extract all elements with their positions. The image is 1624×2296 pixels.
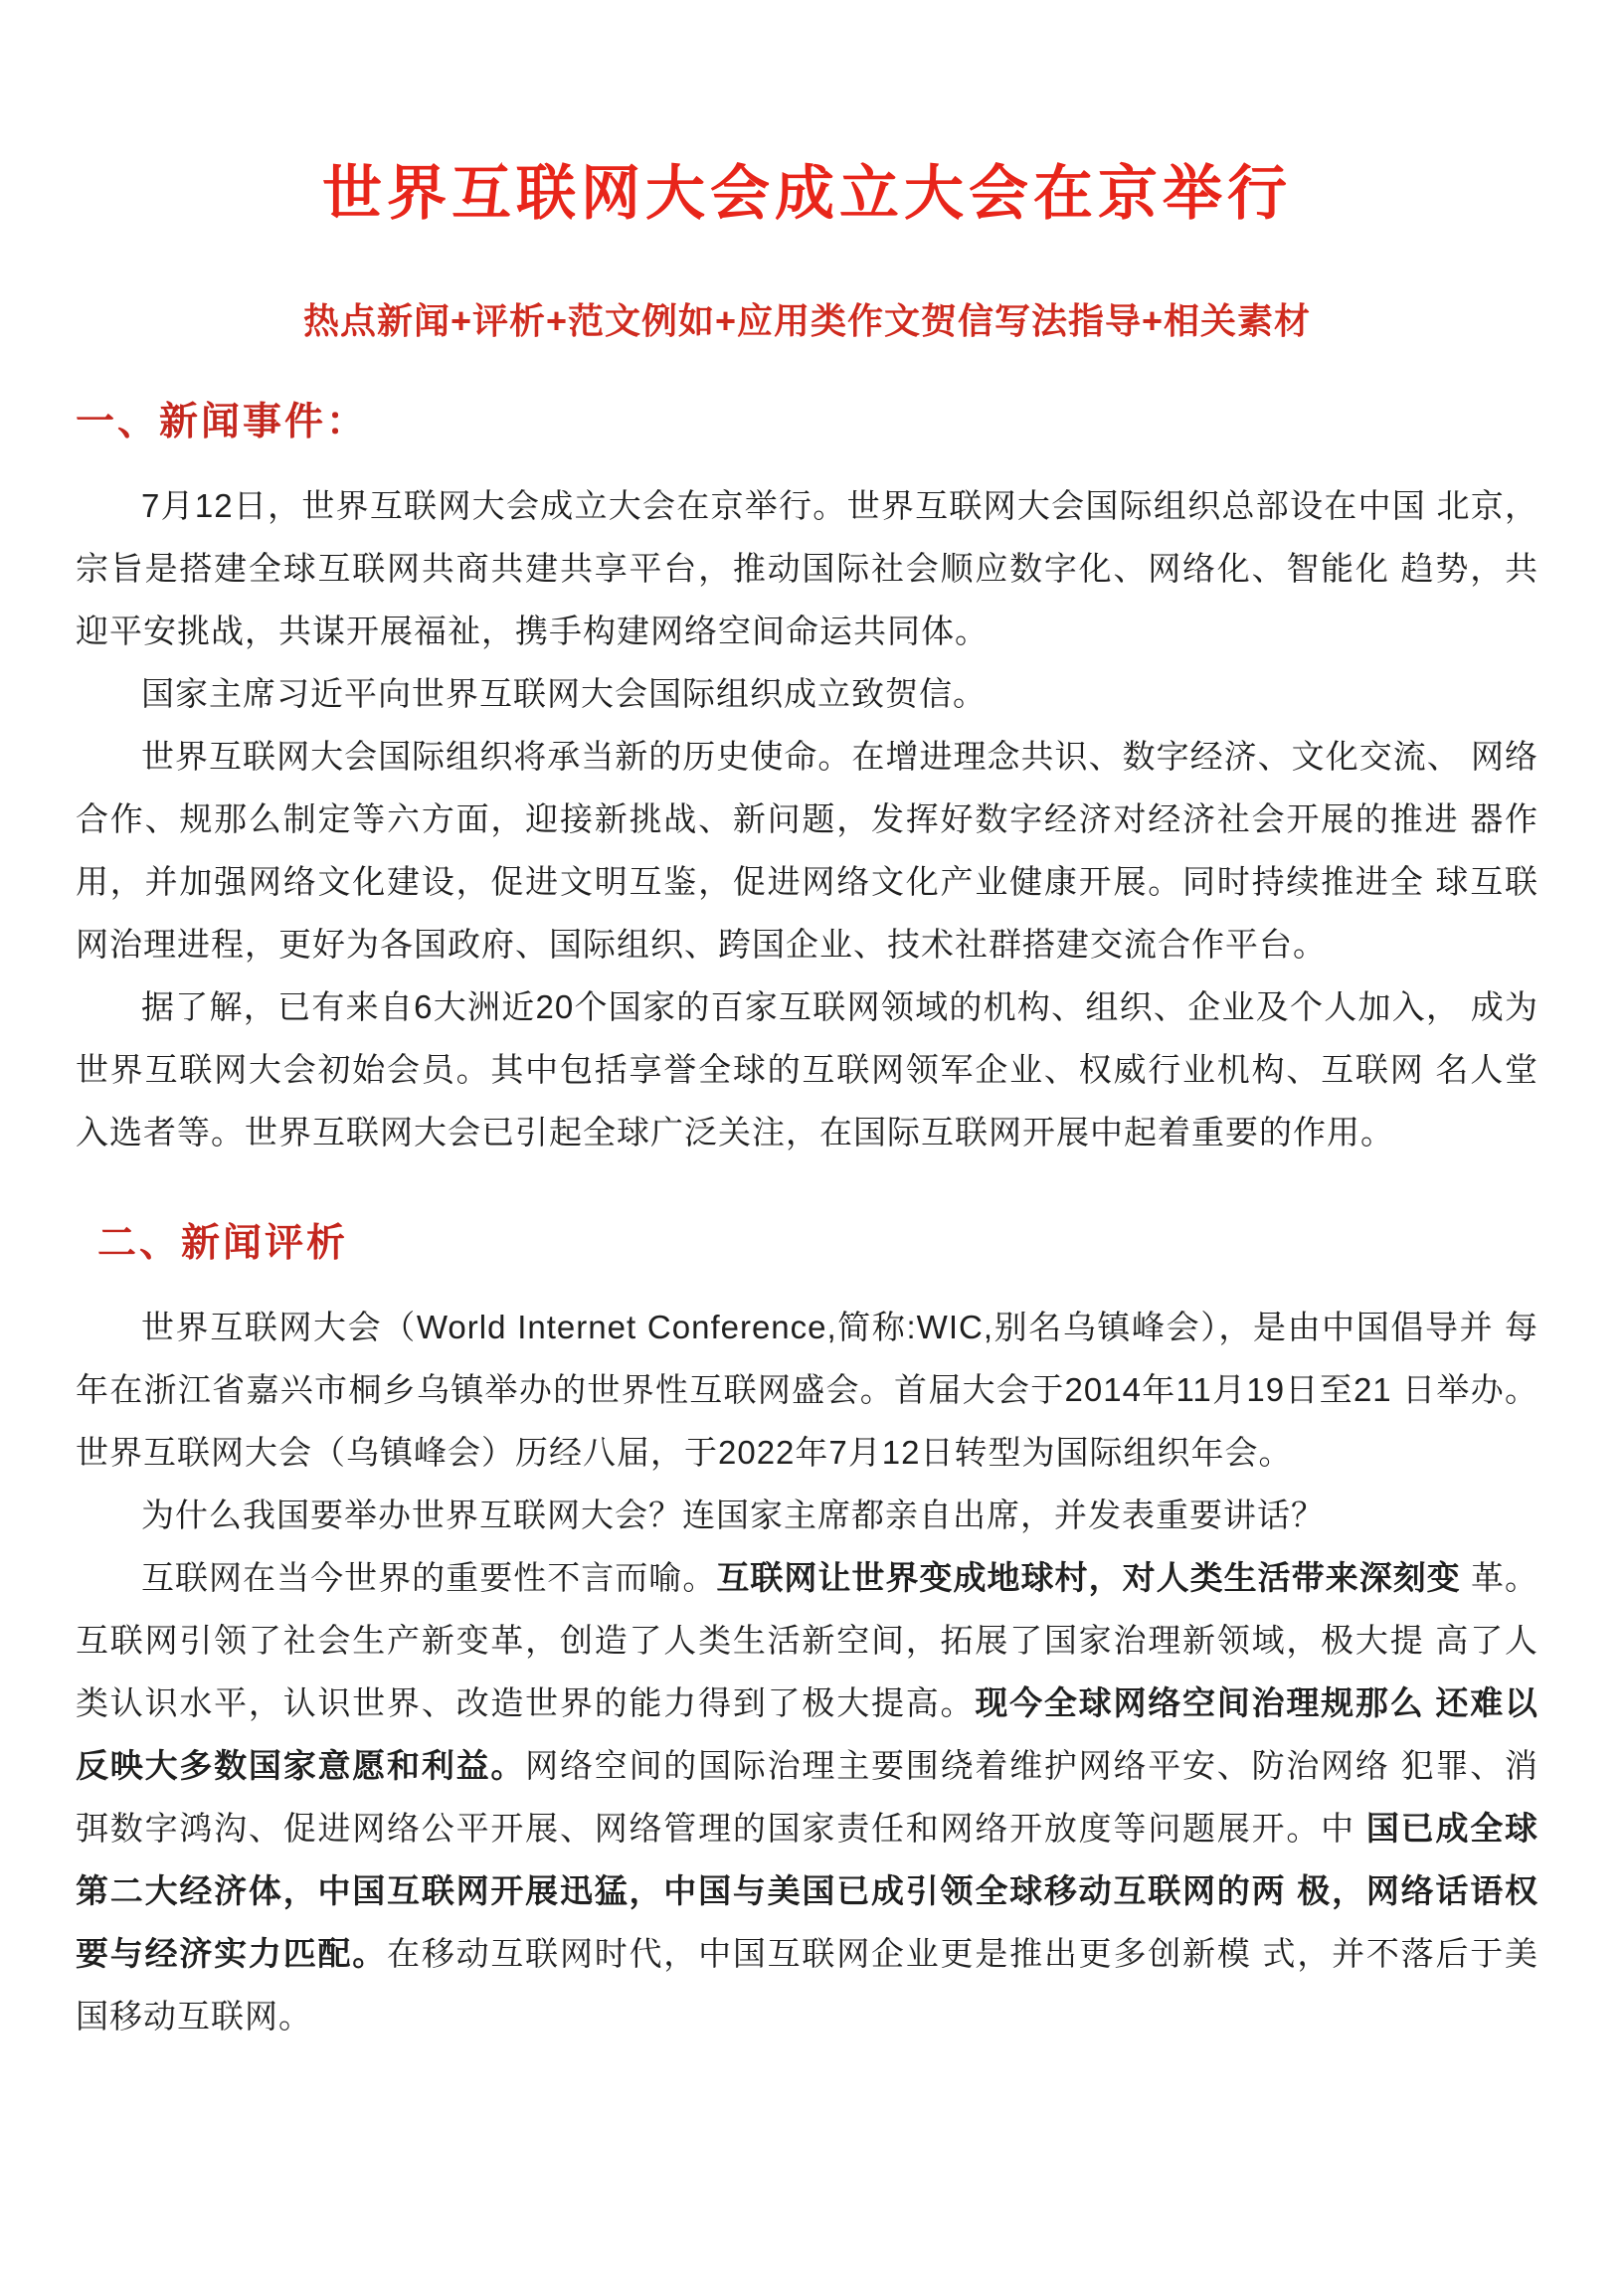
text-run: 互联网在当今世界的重要性不言而喻。 — [141, 1558, 717, 1596]
text-run: 世界互联网大会（World Internet Conference,简称:WIC,别名乌镇峰会），是由中国倡导并 每年在浙江省嘉兴市桐乡乌镇举办的世界性互联网盛会。首届大会于2014年11月19日至21 日举办。世界互联网大会（乌镇峰会）历经八届，于2022年7月12日转型为国际组织年会。 — [76, 1308, 1538, 1471]
text-run: 在移动互联网时代，中国互联网企业更是推出更多创新模 式，并不落后于美国移动互联网。 — [76, 1934, 1539, 2034]
bold-text-run: 现今全球网络空间治理规那么 还难以反映大多数国家意愿和利益。 — [76, 1683, 1539, 1784]
paragraph — [76, 474, 1538, 662]
paragraph — [76, 1296, 1538, 1484]
document-sections — [76, 398, 1538, 2046]
text-run: 据了解，已有来自6大洲近20个国家的百家互联网领域的机构、组织、企业及个人加入， 成为世界互联网大会初始会员。其中包括享誉全球的互联网领军企业、权威行业机构、互联网 名人堂入选者等。世界互联网大会已引起全球广泛关注，在国际互联网开展中起着重要的作用。 — [76, 987, 1538, 1150]
section-heading-2: 二、新闻评析 — [97, 1221, 349, 1265]
bold-text-run: 国已成全球第二大经济体，中国互联网开展迅猛，中国与美国已成引领全球移动互联网的两 极，网络话语权要与经济实力匹配。 — [76, 1809, 1539, 1972]
section-heading-1: 一、新闻事件： — [76, 401, 369, 444]
document-subtitle: 热点新闻+评析+范文例如+应用类作文贺信写法指导+相关素材 — [302, 300, 1312, 341]
paragraph — [76, 662, 1538, 725]
document-title: 世界互联网大会成立大会在京举行 — [322, 160, 1292, 227]
text-run: 世界互联网大会国际组织将承当新的历史使命。在增进理念共识、数字经济、文化交流、 网络合作、规那么制定等六方面，迎接新挑战、新问题，发挥好数字经济对经济社会开展的推进 器作用，并加强网络文化建设，促进文明互鉴，促进网络文化产业健康开展。同时持续推进全 球互联网治理进程，更好为各国政府、国际组织、跨国企业、技术社群搭建交流合作平台。 — [76, 737, 1538, 963]
paragraph — [76, 1484, 1538, 1546]
paragraph — [76, 975, 1538, 1163]
text-run: 7月12日，世界互联网大会成立大会在京举行。世界互联网大会国际组织总部设在中国 北京，宗旨是搭建全球互联网共商共建共享平台，推动国际社会顺应数字化、网络化、智能化 趋势，共迎平安挑战，共谋开展福祉，携手构建网络空间命运共同体。 — [76, 486, 1538, 649]
paragraph — [76, 1546, 1538, 2047]
text-run: 为什么我国要举办世界互联网大会？连国家主席都亲自出席，并发表重要讲话？ — [141, 1496, 1325, 1533]
text-run: 网络空间的国际治理主要围绕着维护网络平安、防治网络 犯罪、消弭数字鸿沟、促进网络公平开展、网络管理的国家责任和网络开放度等问题展开。中 — [76, 1746, 1539, 1847]
text-run: 革。互联网引领了社会生产新变革，创造了人类生活新空间，拓展了国家治理新领域，极大提 高了人类认识水平，认识世界、改造世界的能力得到了极大提高。 — [76, 1558, 1539, 1721]
bold-text-run: 互联网让世界变成地球村，对人类生活带来深刻变 — [716, 1558, 1461, 1596]
paragraph — [76, 725, 1538, 975]
text-run: 国家主席习近平向世界互联网大会国际组织成立致贺信。 — [141, 674, 987, 712]
